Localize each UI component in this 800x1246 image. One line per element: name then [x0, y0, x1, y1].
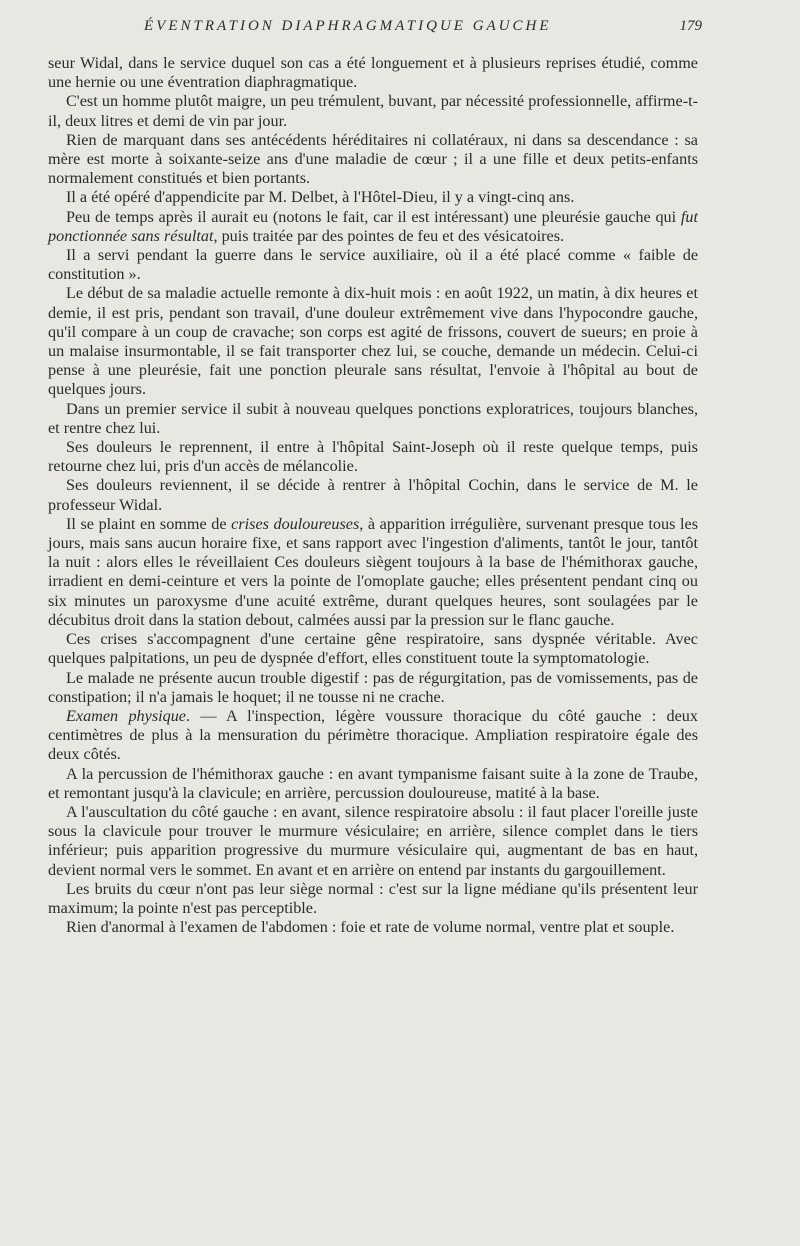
- text-run: Les bruits du cœur n'ont pas leur siège normal : c'est sur la ligne médiane qu'ils présentent leur maximum; la pointe n'est pas perceptible.: [48, 879, 698, 917]
- page-number: 179: [679, 18, 702, 34]
- text-run: A l'auscultation du côté gauche : en avant, silence respiratoire absolu : il faut placer l'oreille juste sous la clavicule pour trouver le murmure vésiculaire; en arrière, silence complet dans le tiers inférieur; puis apparition progressive du murmure vésiculaire qui, augmentant de bas en haut, devient normal vers le sommet. En avant et en arrière on entend par instants du gargouillement.: [48, 802, 698, 879]
- paragraph: [48, 246, 698, 284]
- italic-text: crises douloureuses: [231, 514, 360, 533]
- text-run: . — A l'inspection, légère voussure thoracique du côté gauche : deux centimètres de plus à la mensuration du périmètre thoracique. Ampliation respiratoire égale des deux côtés.: [48, 706, 698, 764]
- paragraph: [48, 54, 698, 92]
- paragraph: [48, 669, 698, 707]
- italic-text: Examen physique: [66, 706, 186, 725]
- italic-text: fut ponctionnée sans résultat: [48, 207, 698, 245]
- paragraph: [48, 284, 698, 399]
- paragraph: [48, 188, 698, 207]
- paragraph: [48, 131, 698, 189]
- text-run: A la percussion de l'hémithorax gauche : en avant tympanisme faisant suite à la zone de Traube, et remontant jusqu'à la clavicule; en arrière, percussion douloureuse, matité à la base.: [48, 764, 698, 802]
- text-run: Rien de marquant dans ses antécédents héréditaires ni collatéraux, ni dans sa descendance : sa mère est morte à soixante-seize ans d'une maladie de cœur ; il a une fille et deux petits-enfants normalement constitués et bien portants.: [48, 130, 698, 188]
- text-run: Le malade ne présente aucun trouble digestif : pas de régurgitation, pas de vomissements, pas de constipation; il n'a jamais le hoquet; il ne tousse ni ne crache.: [48, 668, 698, 706]
- text-run: Ses douleurs reviennent, il se décide à rentrer à l'hôpital Cochin, dans le service de M. le professeur Widal.: [48, 476, 698, 514]
- text-run: Peu de temps après il aurait eu (notons le fait, car il est intéressant) une pleurésie gauche qui: [66, 207, 681, 226]
- paragraph: [48, 92, 698, 130]
- paragraph: [48, 765, 698, 803]
- text-run: Il se plaint en somme de: [66, 514, 232, 533]
- paragraph: [48, 803, 698, 880]
- paragraph: [48, 515, 698, 630]
- page-header: [48, 18, 702, 54]
- paragraph: [48, 880, 698, 918]
- text-run: Il a servi pendant la guerre dans le service auxiliaire, où il a été placé comme « faible de constitution ».: [48, 246, 698, 284]
- text-run: Ces crises s'accompagnent d'une certaine gêne respiratoire, sans dyspnée véritable. Avec quelques palpitations, un peu de dyspnée d'effort, elles constituent toute la symptomatologie.: [48, 630, 698, 668]
- paragraph: [48, 630, 698, 668]
- text-run: , à apparition irrégulière, survenant presque tous les jours, mais sans aucun horaire fixe, et sans rapport avec l'ingestion d'aliments, tantôt le jour, tantôt la nuit : alors elles le réveillaient Ces douleurs siègent toujours à la base de l'hémithorax gauche, irradient en demi-ceinture et vers la pointe de l'omoplate gauche; elles présentent pendant cinq ou six minutes un paroxysme d'une acuité extrême, durant quelques heures, sont soulagées par le décubitus droit dans la station debout, calmées aussi par la pression sur le flanc gauche.: [48, 514, 698, 629]
- text-run: C'est un homme plutôt maigre, un peu trémulent, buvant, par nécessité professionnelle, affirme-t-il, deux litres et demi de vin par jour.: [48, 92, 698, 130]
- text-run: Dans un premier service il subit à nouveau quelques ponctions exploratrices, toujours blanches, et rentre chez lui.: [48, 399, 698, 437]
- paragraph: [48, 707, 698, 765]
- text-run: Il a été opéré d'appendicite par M. Delbet, à l'Hôtel-Dieu, il y a vingt-cinq ans.: [66, 188, 575, 207]
- paragraph: [48, 476, 698, 514]
- running-title: ÉVENTRATION DIAPHRAGMATIQUE GAUCHE: [144, 18, 552, 34]
- body-text: [48, 54, 698, 937]
- text-run: Ses douleurs le reprennent, il entre à l'hôpital Saint-Joseph où il reste quelque temps, puis retourne chez lui, pris d'un accès de mélancolie.: [48, 438, 698, 476]
- paragraph: [48, 400, 698, 438]
- text-run: Le début de sa maladie actuelle remonte à dix-huit mois : en août 1922, un matin, à dix heures et demie, il est pris, pendant son travail, d'une douleur extrêmement vive dans l'hypocondre gauche, qu'il compare à un coup de cravache; son corps est agité de frissons, couvert de sueurs; en proie à un malaise insurmontable, il se fait transporter chez lui, se couche, demande un médecin. Celui-ci pense à une pleurésie, fait une ponction pleurale sans résultat, l'envoie à l'hôpital au bout de quelques jours.: [48, 284, 698, 399]
- text-run: Rien d'anormal à l'examen de l'abdomen : foie et rate de volume normal, ventre plat et souple.: [66, 918, 675, 937]
- paragraph: [48, 918, 698, 937]
- text-run: , puis traitée par des pointes de feu et des vésicatoires.: [213, 226, 565, 245]
- paragraph: [48, 438, 698, 476]
- text-run: seur Widal, dans le service duquel son cas a été longuement et à plusieurs reprises étudié, comme une hernie ou une éventration diaphragmatique.: [48, 54, 698, 92]
- paragraph: [48, 208, 698, 246]
